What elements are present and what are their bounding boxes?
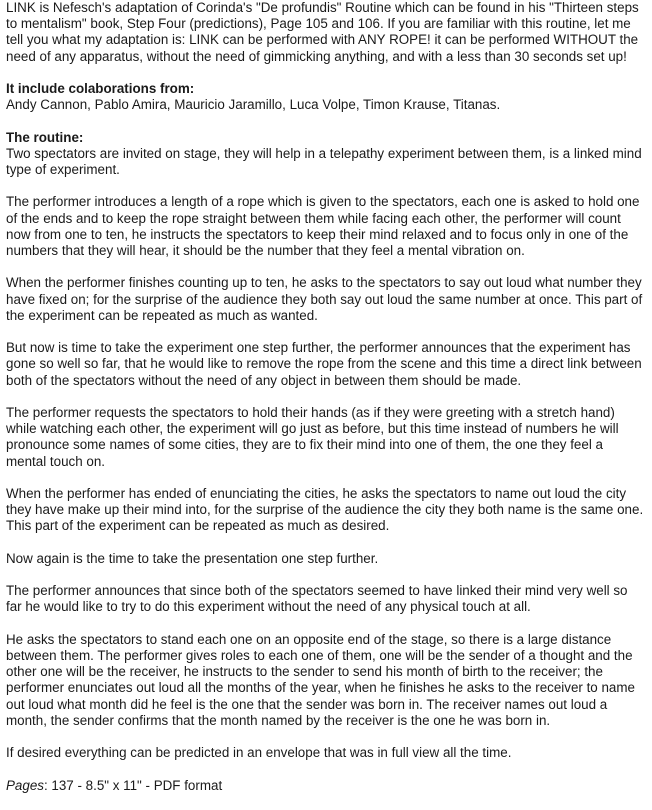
routine-paragraph-6: Now again is the time to take the presentation one step further.	[6, 550, 379, 566]
routine-block	[6, 130, 646, 179]
pages-label: Pages	[6, 777, 44, 793]
routine-paragraph-2: When the performer finishes counting up to ten, he asks to the spectators to say out loud what number they have fixed on; for the surprise of the audience they both say out loud the same number at once. This part of the experiment can be repeated as much as wanted.	[6, 275, 643, 323]
routine-paragraph-8: He asks the spectators to stand each one on an opposite end of the stage, so there is a large distance between them. The performer gives roles to each one of them, one will be the sender of a thought and the other one will be the receiver, he instructs to the sender to send his month of birth to the receiver; the performer enunciates out loud all the months of the year, when he finishes he asks to the receiver to name out loud what month did he feel is the one that the sender was born in. The receiver names out loud a month, the sender confirms that the month named by the receiver is the one he was born in.	[6, 631, 635, 728]
collaborators-list: Andy Cannon, Pablo Amira, Mauricio Jaramillo, Luca Volpe, Timon Krause, Titanas.	[6, 97, 501, 113]
routine-first-paragraph: Two spectators are invited on stage, they will help in a telepathy experiment between them, is a linked mind type of experiment.	[6, 145, 642, 177]
collaborations-block	[6, 81, 646, 113]
routine-paragraph-5: When the performer has ended of enunciating the cities, he asks the spectators to name out loud the city they have make up their mind into, for the surprise of the audience the city they both name is the same one. This part of the experiment can be repeated as much as desired.	[6, 485, 644, 534]
routine-paragraph-3: But now is time to take the experiment one step further, the performer announces that the experiment has gone so well so far, that he would like to remove the rope from the scene and this time a direct link between both of the spectators without the need of any object in between them should be made.	[6, 340, 642, 388]
pages-value: : 137 - 8.5" x 11" - PDF format	[43, 777, 223, 793]
routine-paragraph-9: If desired everything can be predicted in an envelope that was in full view all the time.	[6, 745, 512, 761]
routine-heading: The routine:	[6, 129, 84, 145]
intro-paragraph: LINK is Nefesch's adaptation of Corinda's "De profundis" Routine which can be found in his "Thirteen steps to mentalism" book, Step Four (predictions), Page 105 and 106. If you are familiar with this routine, let me tell you what my adaptation is: LINK can be performed with ANY ROPE! it can be performed WITHOUT the need of any apparatus, without the need of gimmicking anything, and with a less than 30 seconds set up!	[6, 0, 639, 64]
collaborations-heading: It include colaborations from:	[6, 81, 195, 96]
routine-paragraph-4: The performer requests the spectators to hold their hands (as if they were greeting with a stretch hand) while watching each other, the experiment will go just as before, but this time instead of numbers he will pronounce some names of some cities, they are to fix their mind into one of them, the one they feel a mental touch on.	[6, 404, 619, 469]
page-info	[6, 778, 646, 794]
routine-paragraph-1: The performer introduces a length of a rope which is given to the spectators, each one is asked to hold one of the ends and to keep the rope straight between them while facing each other, the performer will count now from one to ten, he instructs the spectators to keep their mind relaxed and to focus only in one of the numbers that they will hear, it should be the number that they feel a mental vibration on.	[6, 194, 640, 258]
routine-paragraph-7: The performer announces that since both of the spectators seemed to have linked their mind very well so far he would like to try to do this experiment without the need of any physical touch at all.	[6, 583, 628, 615]
